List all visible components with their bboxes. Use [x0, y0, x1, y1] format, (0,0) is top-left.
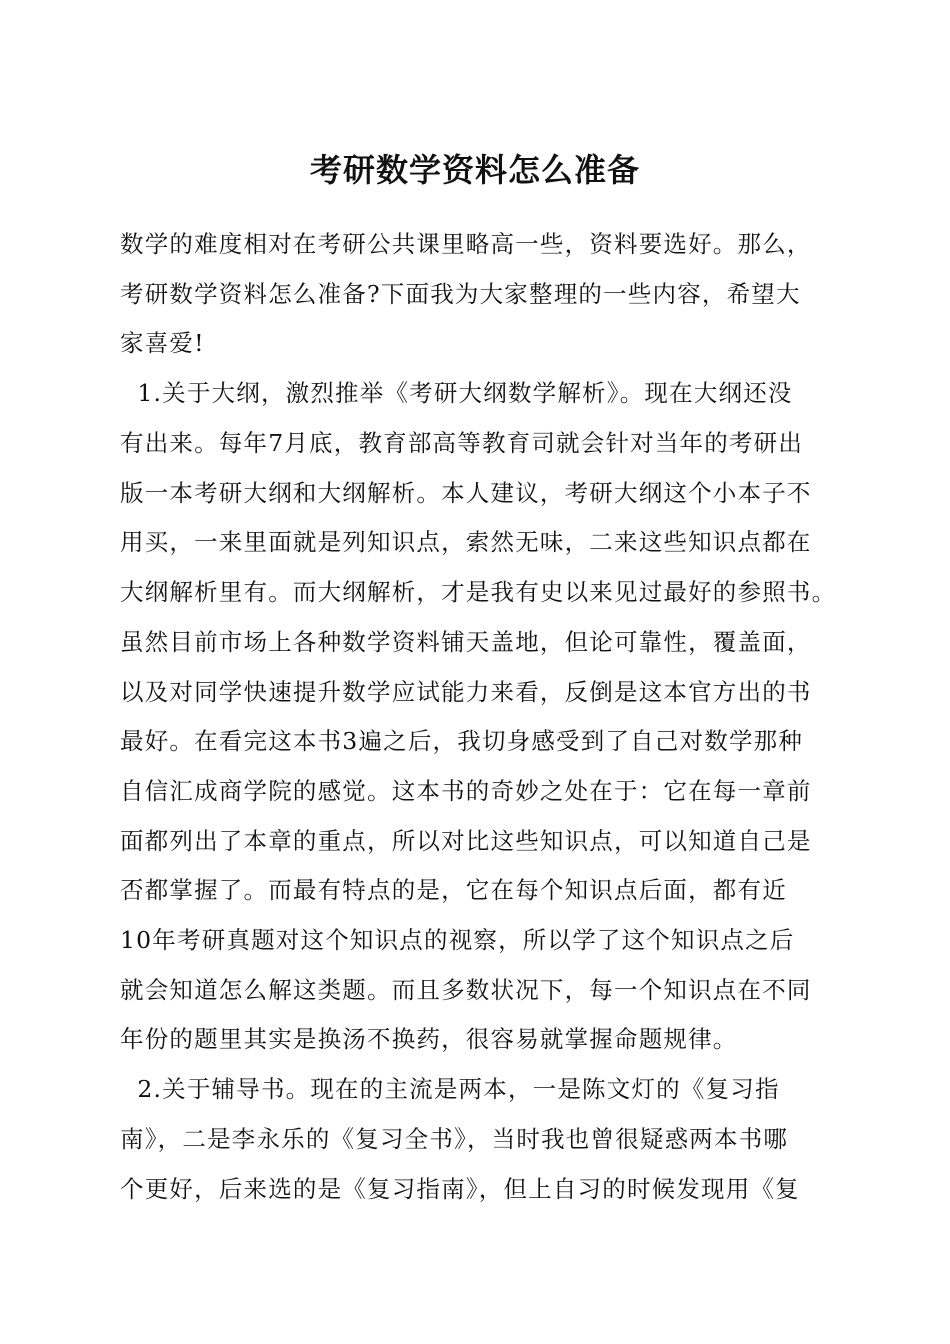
paragraph-line: 用买，一来里面就是列知识点，索然无味，二来这些知识点都在	[120, 528, 812, 556]
paragraph-line: 数学的难度相对在考研公共课里略高一些，资料要选好。那么，	[120, 230, 812, 258]
paragraph-line: 虽然目前市场上各种数学资料铺天盖地，但论可靠性，覆盖面，	[120, 628, 812, 656]
paragraph-line: 大纲解析里有。而大纲解析，才是我有史以来见过最好的参照书。	[120, 578, 837, 606]
paragraph-line: 自信汇成商学院的感觉。这本书的奇妙之处在于：它在每一章前	[120, 777, 812, 805]
paragraph-line: 2.关于辅导书。现在的主流是两本，一是陈文灯的《复习指	[120, 1075, 780, 1103]
paragraph-line: 南》，二是李永乐的《复习全书》，当时我也曾很疑惑两本书哪	[120, 1125, 789, 1153]
paragraph-line: 有出来。每年7月底，教育部高等教育司就会针对当年的考研出	[120, 429, 804, 457]
paragraph-line: 面都列出了本章的重点，所以对比这些知识点，可以知道自己是	[120, 827, 812, 855]
paragraph-line: 以及对同学快速提升数学应试能力来看，反倒是这本官方出的书	[120, 678, 812, 706]
paragraph-line: 最好。在看完这本书3遍之后，我切身感受到了自己对数学那种	[120, 727, 804, 755]
document-title: 考研数学资料怎么准备	[309, 151, 640, 189]
paragraph-line: 10年考研真题对这个知识点的视察，所以学了这个知识点之后	[120, 926, 795, 954]
paragraph-line: 就会知道怎么解这类题。而且多数状况下，每一个知识点在不同	[120, 976, 812, 1004]
paragraph-line: 否都掌握了。而最有特点的是，它在每个知识点后面，都有近	[120, 876, 787, 904]
paragraph-line: 1.关于大纲，激烈推举《考研大纲数学解析》。现在大纲还没	[120, 379, 793, 407]
paragraph-line: 个更好，后来选的是《复习指南》，但上自习的时候发现用《复	[120, 1175, 800, 1203]
paragraph-line: 考研数学资料怎么准备?下面我为大家整理的一些内容，希望大	[120, 280, 801, 308]
paragraph-line: 家喜爱!	[120, 329, 205, 357]
paragraph-line: 年份的题里其实是换汤不换药，很容易就掌握命题规律。	[120, 1025, 738, 1053]
paragraph-line: 版一本考研大纲和大纲解析。本人建议，考研大纲这个小本子不	[120, 479, 812, 507]
